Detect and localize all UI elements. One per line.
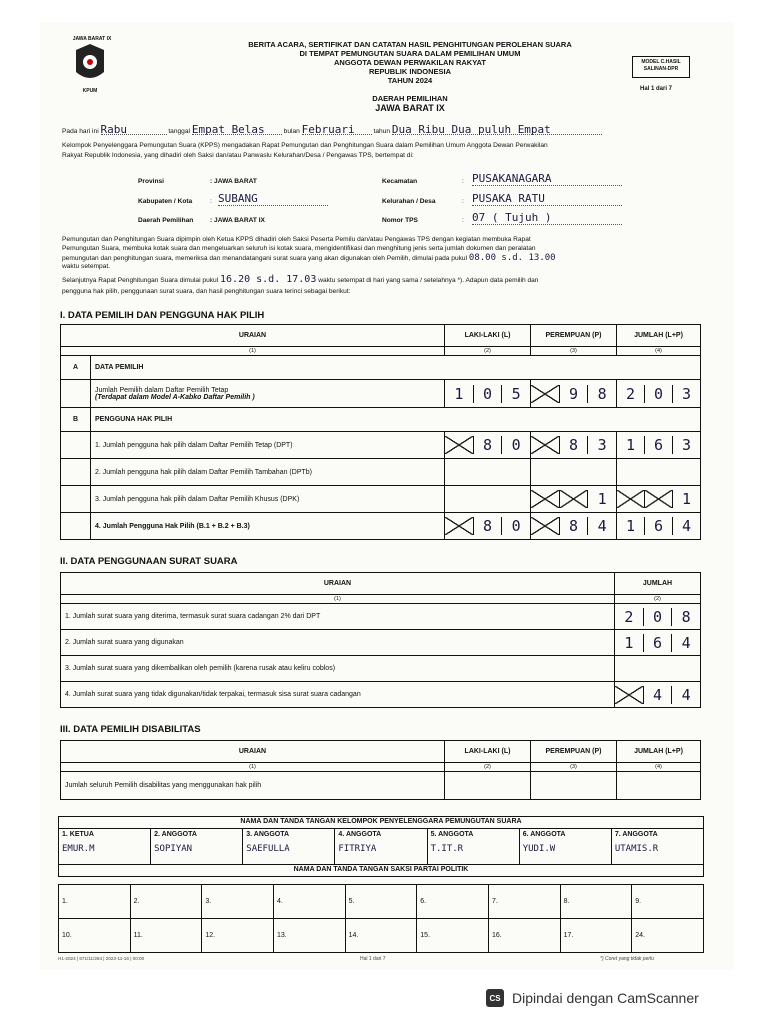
- s3-row1-label: Jumlah seluruh Pemilih disabilitas yang menggunakan hak pilih: [61, 772, 445, 800]
- s1-a-row1-blank: [61, 380, 91, 408]
- digit: 3: [587, 436, 616, 454]
- s1-b-row2-jumlah: [617, 459, 701, 486]
- kpps-name: T.IT.R: [430, 844, 464, 854]
- digit: 8: [559, 517, 588, 535]
- digit: 6: [644, 436, 672, 454]
- paragraph-5-tail: waktu setempat di hari yang sama / setelahnya *). Adapun data pemilih dan: [318, 277, 539, 284]
- s1-a-row1-laki: [445, 380, 531, 408]
- s1-b-title: PENGGUNA HAK PILIH: [91, 408, 701, 432]
- s2-row3-jumlah: [615, 656, 701, 682]
- s1-b-row1-jumlah: [617, 432, 701, 459]
- saksi-cell: 6.: [417, 885, 489, 919]
- s2-row3-label: 3. Jumlah surat suara yang dikembalikan oleh pemilih (karena rusak atau keliru coblos): [61, 656, 615, 682]
- digit-crossed: [644, 490, 672, 508]
- paragraph-1: Pemungutan dan Penghitungan Suara dipimpin oleh Ketua KPPS dihadiri oleh Saksi Peserta Pemilu dan/atau Pengawas TPS dengan kegiatan membuka Rapat: [62, 236, 531, 243]
- s2-row2-label: 2. Jumlah surat suara yang digunakan: [61, 630, 615, 656]
- saksi-cell: 3.: [202, 885, 274, 919]
- saksi-signature-table: [58, 884, 704, 953]
- s1-a-row1-label: [91, 380, 445, 408]
- s1-b-row3-perempuan: [531, 486, 617, 513]
- digit: 1: [587, 490, 616, 508]
- kpps-name: YUDI.W: [522, 844, 556, 854]
- s1-num-3: (3): [531, 347, 617, 356]
- saksi-cell: 24.: [632, 919, 704, 953]
- provinsi-label: Provinsi: [138, 178, 165, 185]
- start-time-1: 08.00 s.d. 13.00: [468, 253, 556, 263]
- paragraph-5-text: Selanjutnya Rapat Penghitungan Suara dimulai pukul: [62, 277, 219, 284]
- kpps-role: 6. ANGGOTA: [522, 831, 566, 838]
- intro-text-1: Kelompok Penyelenggara Pemungutan Suara (KPPS) mengadakan Rapat Pemungutan dan Penghitungan Suara dalam Pemilihan Umum Anggota Dewan Perwakilan: [62, 142, 548, 149]
- kpps-role: 4. ANGGOTA: [338, 831, 382, 838]
- saksi-cell: 2.: [130, 885, 202, 919]
- s2-row4-label: 4. Jumlah surat suara yang tidak digunakan/tidak terpakai, termasuk sisa surat suara cadangan: [61, 682, 615, 708]
- kpps-signature-row: [59, 829, 704, 865]
- s1-num-2: (2): [445, 347, 531, 356]
- s2-col-uraian: URAIAN: [61, 573, 615, 595]
- kpps-sig-5: [427, 829, 519, 865]
- kpps-role: 3. ANGGOTA: [246, 831, 290, 838]
- kpps-sig-3: [243, 829, 335, 865]
- header-line-1: BERITA ACARA, SERTIFIKAT DAN CATATAN HASIL PENGHITUNGAN PEROLEHAN SUARA: [248, 40, 572, 49]
- s3-col-uraian: URAIAN: [61, 741, 445, 763]
- saksi-cell: 10.: [59, 919, 131, 953]
- digit: 1: [672, 490, 700, 508]
- digit-crossed: [559, 490, 588, 508]
- s1-col-laki: LAKI-LAKI (L): [445, 325, 531, 347]
- logo-text-bottom: KPUM: [82, 88, 98, 94]
- digit: 0: [644, 385, 672, 403]
- kpps-title: NAMA DAN TANDA TANGAN KELOMPOK PENYELENGGARA PEMUNGUTAN SUARA: [59, 817, 704, 829]
- digit-crossed: [445, 517, 473, 535]
- day-value: Rabu: [101, 126, 167, 135]
- kpps-name: FITRIYA: [338, 844, 377, 854]
- digit-crossed: [531, 517, 559, 535]
- header-line-4: REPUBLIK INDONESIA: [368, 67, 452, 76]
- s3-row1-laki: [445, 772, 531, 800]
- s1-num-1: (1): [61, 347, 445, 356]
- kpps-name: SAEFULLA: [246, 844, 290, 854]
- section-3-title: III. DATA PEMILIH DISABILITAS: [60, 724, 201, 735]
- digit: 0: [643, 608, 672, 626]
- s2-row1-jumlah: [615, 604, 701, 630]
- tahun-label: tahun: [373, 128, 391, 135]
- digit: 0: [501, 436, 530, 454]
- saksi-title: NAMA DAN TANDA TANGAN SAKSI PARTAI POLITIK: [59, 865, 704, 877]
- date-value: Empat Belas: [192, 126, 282, 135]
- section-1-table: [60, 324, 701, 540]
- paragraph-3: [62, 254, 556, 263]
- s3-col-laki: LAKI-LAKI (L): [445, 741, 531, 763]
- digit-crossed: [617, 490, 644, 508]
- saksi-cell: 11.: [130, 919, 202, 953]
- pada-hari-ini-label: Pada hari ini: [62, 128, 99, 135]
- s1-a-title: DATA PEMILIH: [91, 356, 701, 380]
- kpps-sig-6: [519, 829, 611, 865]
- saksi-cell: 8.: [560, 885, 632, 919]
- s1-b-row3-label: 3. Jumlah pengguna hak pilih dalam Daftar Pemilih Khusus (DPK): [91, 486, 445, 513]
- s2-num-1: (1): [61, 595, 615, 604]
- paragraph-5: [62, 276, 538, 285]
- tps-colon: :: [462, 217, 464, 224]
- digit: 6: [643, 634, 672, 652]
- section-1-title: I. DATA PEMILIH DAN PENGGUNA HAK PILIH: [60, 310, 265, 321]
- bulan-label: bulan: [283, 128, 300, 135]
- digit: 2: [624, 607, 634, 626]
- intro-line: [62, 123, 712, 140]
- s1-b-row2-blank: [61, 459, 91, 486]
- digit: 3: [672, 385, 700, 403]
- s2-row4-jumlah: [615, 682, 701, 708]
- s1-a-row1-jumlah: [617, 380, 701, 408]
- kpps-sig-4: [335, 829, 427, 865]
- s1-b-row4-laki: [445, 513, 531, 540]
- s1-num-4: (4): [617, 347, 701, 356]
- digit-crossed: [531, 490, 559, 508]
- intro-text-2: Rakyat Republik Indonesia, yang dihadiri oleh Saksi dan/atau Panwaslu Kelurahan/Desa / Pengawas TPS, bertempat di:: [62, 152, 414, 159]
- footer-right: *) Coret yang tidak perlu: [600, 956, 654, 962]
- kelurahan-colon: :: [462, 198, 464, 205]
- digit: 2: [626, 384, 636, 403]
- kecamatan-label: Kecamatan: [382, 178, 418, 185]
- s3-num-3: (3): [531, 763, 617, 772]
- digit: 0: [501, 517, 530, 535]
- s1-b-row1-perempuan: [531, 432, 617, 459]
- s1-a-row1-sub: (Terdapat dalam Model A-Kabko Daftar Pemilih ): [95, 393, 255, 401]
- saksi-cell: 5.: [345, 885, 417, 919]
- digit: 4: [643, 686, 672, 704]
- s1-b-row3-jumlah: [617, 486, 701, 513]
- digit: 1: [454, 384, 464, 403]
- digit: 5: [501, 385, 530, 403]
- s1-b-row2-laki: [445, 459, 531, 486]
- month-value: Februari: [302, 126, 372, 135]
- paragraph-6: pengguna hak pilih, penggunaan surat suara, dan hasil penghitungan suara terinci sebagai berikut:: [62, 288, 351, 295]
- s1-b-row4-perempuan: [531, 513, 617, 540]
- digit: 4: [672, 517, 700, 535]
- kpps-role: 2. ANGGOTA: [154, 831, 197, 838]
- s1-a-row1-perempuan: [531, 380, 617, 408]
- saksi-cell: 7.: [488, 885, 560, 919]
- scanned-document: [40, 22, 734, 970]
- s1-b-row1-blank: [61, 432, 91, 459]
- kelurahan-value: PUSAKA RATU: [472, 192, 622, 206]
- kpps-role: 5. ANGGOTA: [430, 831, 474, 838]
- s1-col-jumlah: JUMLAH (L+P): [617, 325, 701, 347]
- s2-col-jumlah: JUMLAH: [615, 573, 701, 595]
- s2-row2-jumlah: [615, 630, 701, 656]
- saksi-cell: 13.: [273, 919, 345, 953]
- s2-num-2: (2): [615, 595, 701, 604]
- saksi-cell: 16.: [488, 919, 560, 953]
- kelurahan-label: Kelurahan / Desa: [382, 198, 436, 205]
- kpps-name: EMUR.M: [62, 844, 95, 854]
- dapil-value: : JAWA BARAT IX: [210, 217, 265, 224]
- kpu-logo: [68, 38, 112, 98]
- s3-col-jumlah: JUMLAH (L+P): [617, 741, 701, 763]
- header-line-3: ANGGOTA DEWAN PERWAKILAN RAKYAT: [334, 58, 486, 67]
- saksi-cell: 4.: [273, 885, 345, 919]
- section-3-table: [60, 740, 701, 800]
- saksi-cell: 15.: [417, 919, 489, 953]
- digit: 4: [671, 634, 700, 652]
- digit-crossed: [531, 385, 559, 403]
- digit: 4: [587, 517, 616, 535]
- tanggal-label: tanggal: [168, 128, 190, 135]
- s1-a-letter: A: [61, 356, 91, 380]
- s1-b-row1-label: 1. Jumlah pengguna hak pilih dalam Daftar Pemilih Tetap (DPT): [91, 432, 445, 459]
- camscanner-text: Dipindai dengan CamScanner: [512, 990, 699, 1006]
- digit: 4: [671, 686, 700, 704]
- paragraph-4: waktu setempat.: [62, 263, 111, 270]
- header-line-5: TAHUN 2024: [387, 76, 433, 85]
- digit-crossed: [615, 686, 643, 704]
- kpps-role: 7. ANGGOTA: [614, 831, 658, 838]
- saksi-cell: 17.: [560, 919, 632, 953]
- kpps-role: 1. KETUA: [62, 831, 94, 838]
- s1-a-row1-text: Jumlah Pemilih dalam Daftar Pemilih Tetap: [95, 386, 229, 394]
- year-value: Dua Ribu Dua puluh Empat: [392, 126, 602, 135]
- s1-b-letter: B: [61, 408, 91, 432]
- s3-col-perempuan: PEREMPUAN (P): [531, 741, 617, 763]
- s1-b-row4-jumlah: [617, 513, 701, 540]
- s1-b-row4-label: 4. Jumlah Pengguna Hak Pilih (B.1 + B.2 + B.3): [91, 513, 445, 540]
- kpps-name: UTAMIS.R: [614, 844, 659, 854]
- s1-b-row2-label: 2. Jumlah pengguna hak pilih dalam Daftar Pemilih Tambahan (DPTb): [91, 459, 445, 486]
- digit: 0: [473, 385, 502, 403]
- paragraph-3-text: pemungutan dan penghitungan suara, memeriksa dan menandatangani surat suara yang akan digunakan oleh Pemilih, dimulai pada pukul: [62, 255, 468, 262]
- digit: 3: [672, 436, 700, 454]
- region-label: DAERAH PEMILIHAN: [372, 94, 448, 103]
- saksi-cell: 9.: [632, 885, 704, 919]
- digit-crossed: [445, 436, 473, 454]
- logo-text-top: JAWA BARAT IX: [72, 36, 112, 42]
- digit: 8: [559, 436, 588, 454]
- region-value: JAWA BARAT IX: [375, 103, 445, 113]
- s3-num-4: (4): [617, 763, 701, 772]
- digit: 1: [626, 517, 636, 535]
- digit: 1: [624, 633, 634, 652]
- start-time-2: 16.20 s.d. 17.03: [220, 274, 317, 285]
- section-2-title: II. DATA PENGGUNAAN SURAT SUARA: [60, 556, 238, 567]
- kpps-signature-table: [58, 816, 704, 877]
- s1-b-row3-laki: [445, 486, 531, 513]
- s3-row1-jumlah: [617, 772, 701, 800]
- s1-col-uraian: URAIAN: [61, 325, 445, 347]
- provinsi-value: : JAWA BARAT: [210, 178, 257, 185]
- page-indicator: Hal 1 dari 7: [640, 86, 673, 92]
- paragraph-2: Pemungutan Suara, membuka kotak suara dan mengeluarkan seluruh isi kotak suara, mengidentifikasi dan menghitung jenis serta jumlah dokumen dan peralatan: [62, 245, 536, 252]
- digit-crossed: [531, 436, 559, 454]
- header-line-2: DI TEMPAT PEMUNGUTAN SUARA DALAM PEMILIHAN UMUM: [299, 49, 521, 58]
- digit: 8: [473, 436, 502, 454]
- kabupaten-label: Kabupaten / Kota: [138, 198, 193, 205]
- s1-col-perempuan: PEREMPUAN (P): [531, 325, 617, 347]
- dapil-label: Daerah Pemilihan: [138, 217, 194, 224]
- footer-center: Hal 1 dari 7: [360, 956, 386, 962]
- tps-label: Nomor TPS: [382, 217, 418, 224]
- camscanner-watermark: [470, 980, 768, 1016]
- kabupaten-colon: :: [210, 198, 212, 205]
- s1-b-row3-blank: [61, 486, 91, 513]
- kabupaten-value: SUBANG: [218, 192, 328, 206]
- kpps-name: SOPIYAN: [154, 844, 193, 854]
- s3-row1-perempuan: [531, 772, 617, 800]
- section-2-table: [60, 572, 701, 708]
- kpps-sig-1: [59, 829, 151, 865]
- digit: 6: [644, 517, 672, 535]
- camscanner-logo-icon: CS: [486, 989, 504, 1007]
- model-badge: MODEL C.HASIL SALINAN-DPR: [632, 56, 690, 78]
- s1-b-row2-perempuan: [531, 459, 617, 486]
- saksi-cell: 14.: [345, 919, 417, 953]
- s3-num-1: (1): [61, 763, 445, 772]
- s1-b-row4-blank: [61, 513, 91, 540]
- s2-row1-label: 1. Jumlah surat suara yang diterima, termasuk surat suara cadangan 2% dari DPT: [61, 604, 615, 630]
- saksi-cell: 12.: [202, 919, 274, 953]
- digit: 1: [626, 436, 636, 454]
- digit: 8: [671, 608, 700, 626]
- saksi-cell: 1.: [59, 885, 131, 919]
- kecamatan-colon: :: [462, 178, 464, 185]
- kecamatan-value: PUSAKANAGARA: [472, 172, 622, 186]
- s1-b-row1-laki: [445, 432, 531, 459]
- digit: 8: [587, 385, 616, 403]
- s3-num-2: (2): [445, 763, 531, 772]
- footer-left: H1-2024 | 671/11/284 | 2023-11-16 | 00:00: [58, 956, 145, 961]
- tps-value: 07 ( Tujuh ): [472, 211, 622, 225]
- kpps-sig-2: [151, 829, 243, 865]
- digit: 9: [559, 385, 588, 403]
- kpps-sig-7: [611, 829, 703, 865]
- digit: 8: [473, 517, 502, 535]
